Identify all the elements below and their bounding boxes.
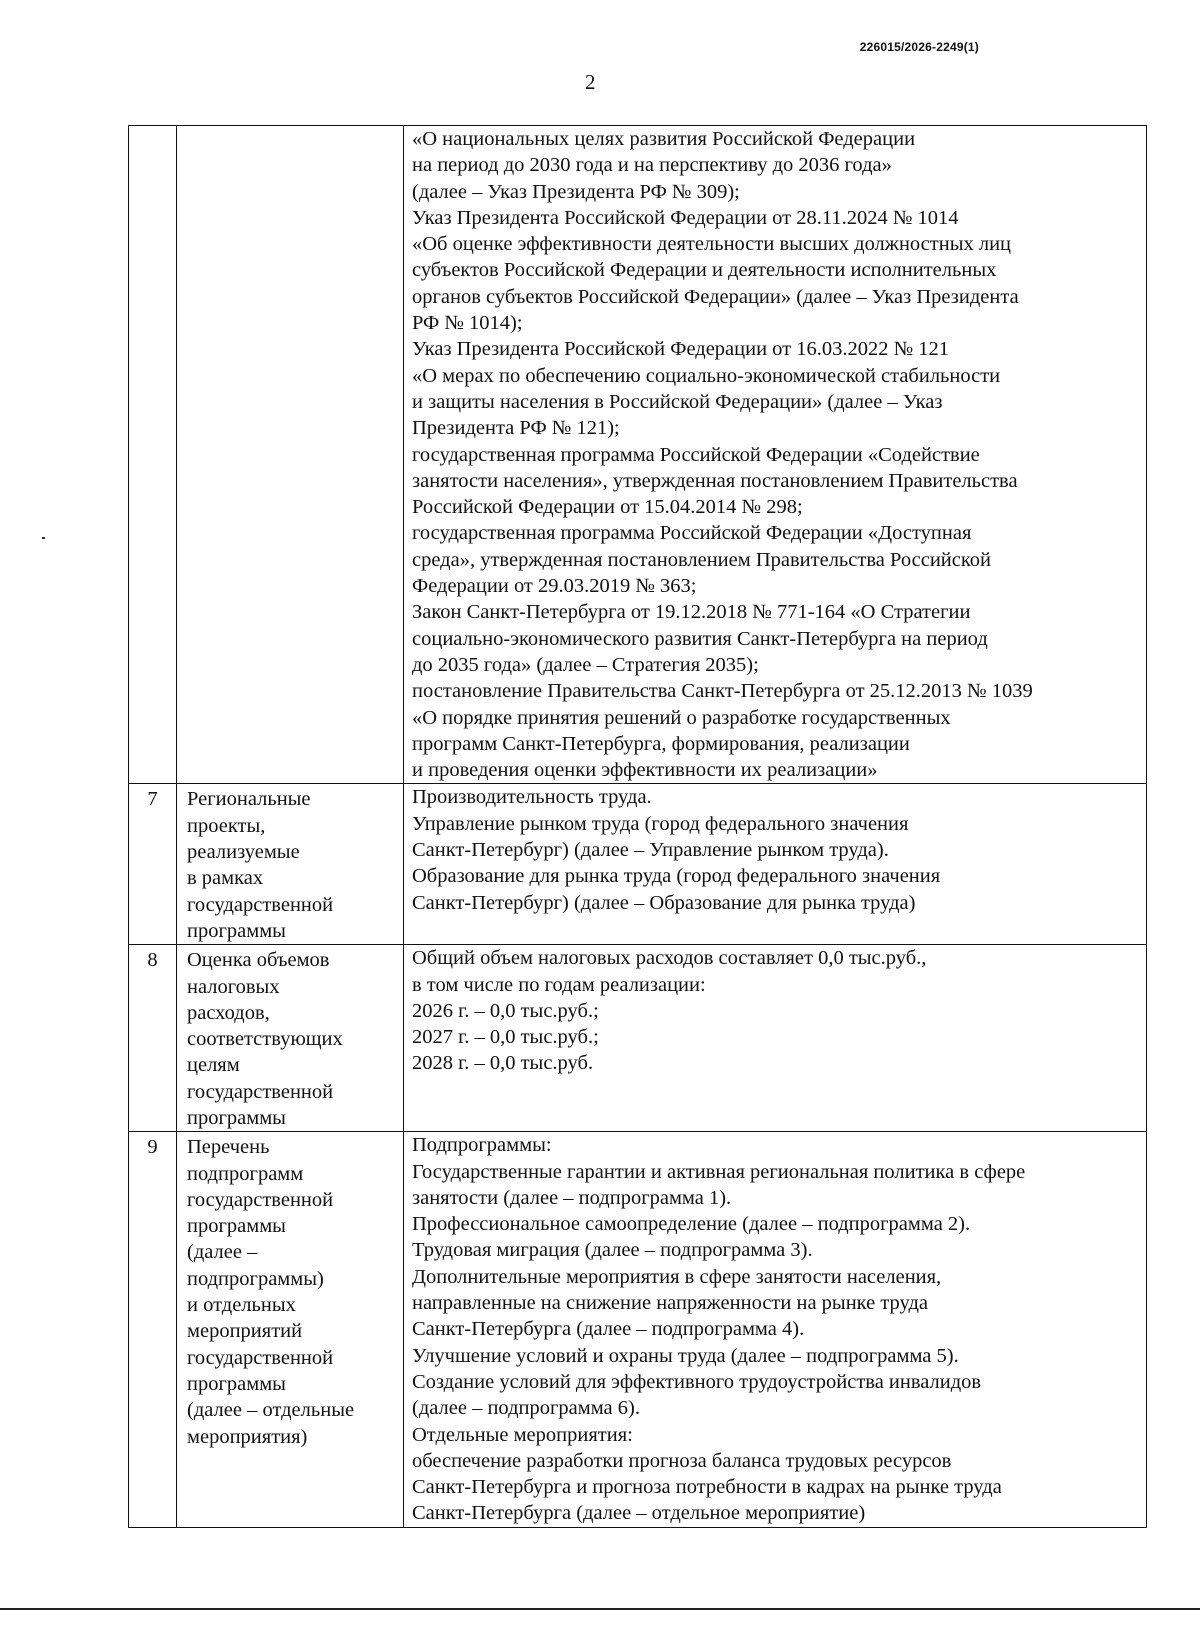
text-line: Санкт-Петербург) (далее – Образование для рынка труда): [412, 891, 916, 914]
text-line: налоговых: [187, 975, 280, 998]
text-line: обеспечение разработки прогноза баланса трудовых ресурсов: [412, 1449, 952, 1472]
text-line: до 2035 года» (далее – Стратегия 2035);: [412, 653, 759, 676]
text-line: РФ № 1014);: [412, 312, 523, 335]
row-number-cell: 8: [129, 945, 177, 1132]
text-line: Российской Федерации от 15.04.2014 № 298;: [412, 496, 803, 519]
scan-bottom-edge: [0, 1608, 1200, 1610]
text-line: Государственные гарантии и активная региональная политика в сфере: [412, 1160, 1026, 1183]
text-line: «Об оценке эффективности деятельности высших должностных лиц: [412, 233, 1012, 256]
text-line: «О порядке принятия решений о разработке государственных: [412, 706, 951, 729]
text-line: Подпрограммы:: [412, 1134, 552, 1157]
text-line: соответствующих: [187, 1028, 343, 1051]
text-line: «О национальных целях развития Российской Федерации: [412, 128, 916, 150]
text-line: программы: [187, 1106, 286, 1129]
text-line: среда», утвержденная постановлением Правительства Российской: [412, 548, 992, 571]
text-line: Управление рынком труда (город федерального значения: [412, 812, 909, 835]
text-line: расходов,: [187, 1001, 270, 1024]
text-line: Закон Санкт-Петербурга от 19.12.2018 № 771-164 «О Стратегии: [412, 601, 971, 624]
table-row-continuation: [129, 126, 1147, 784]
text-line: (далее –: [187, 1241, 258, 1264]
text-line: (далее – Указ Президента РФ № 309);: [412, 180, 740, 203]
text-line: программы: [187, 1372, 286, 1395]
text-line: Федерации от 29.03.2019 № 363;: [412, 575, 697, 598]
table-row: [129, 1132, 1147, 1527]
text-line: на период до 2030 года и на перспективу до 2036 года»: [412, 154, 892, 177]
text-line: программы: [187, 1215, 286, 1238]
continuation-content-cell: [404, 126, 1147, 784]
text-line: 2027 г. – 0,0 тыс.руб.;: [412, 1026, 599, 1049]
text-line: Общий объем налоговых расходов составляет 0,0 тыс.руб.,: [412, 947, 927, 970]
row-number-cell: 7: [129, 784, 177, 945]
text-line: Санкт-Петербурга (далее – подпрограмма 4).: [412, 1318, 805, 1341]
text-line: Санкт-Петербурга и прогноза потребности в кадрах на рынке труда: [412, 1476, 1002, 1499]
text-line: занятости населения», утвержденная постановлением Правительства: [412, 469, 1018, 492]
text-line: государственная программа Российской Федерации «Доступная: [412, 522, 972, 545]
text-line: Профессиональное самоопределение (далее – подпрограмма 2).: [412, 1213, 971, 1236]
table-row: [129, 784, 1147, 945]
text-line: подпрограмм: [187, 1162, 304, 1185]
text-line: государственная программа Российской Федерации «Содействие: [412, 443, 980, 466]
text-line: 2028 г. – 0,0 тыс.руб.: [412, 1052, 594, 1075]
row-name-cell: [177, 945, 404, 1132]
text-line: «О мерах по обеспечению социально-экономической стабильности: [412, 364, 1001, 387]
document-id: 226015/2026-2249(1): [859, 40, 979, 54]
text-line: органов субъектов Российской Федерации» (далее – Указ Президента: [412, 285, 1019, 308]
table-row: [129, 945, 1147, 1132]
text-line: Трудовая миграция (далее – подпрограмма 3).: [412, 1239, 813, 1262]
text-line: программ Санкт-Петербурга, формирования, реализации: [412, 732, 910, 755]
text-line: государственной: [187, 1188, 334, 1211]
passport-table: [128, 125, 1147, 1528]
text-line: занятости (далее – подпрограмма 1).: [412, 1186, 732, 1209]
text-line: государственной: [187, 893, 334, 916]
row-number-cell: [129, 126, 177, 784]
text-line: Дополнительные мероприятия в сфере занятости населения,: [412, 1265, 942, 1288]
text-line: Производительность труда.: [412, 786, 652, 809]
text-line: в рамках: [187, 867, 264, 890]
text-line: Президента РФ № 121);: [412, 417, 620, 440]
row-content-cell: [404, 945, 1147, 1132]
text-line: Санкт-Петербурга (далее – отдельное мероприятие): [412, 1502, 866, 1525]
text-line: мероприятия): [187, 1425, 308, 1448]
text-line: постановление Правительства Санкт-Петербурга от 25.12.2013 № 1039: [412, 680, 1033, 703]
text-line: Оценка объемов: [187, 949, 330, 972]
row-name-cell: [177, 784, 404, 945]
text-line: Создание условий для эффективного трудоустройства инвалидов: [412, 1370, 982, 1393]
text-line: Отдельные мероприятия:: [412, 1423, 633, 1446]
row-content-cell: [404, 784, 1147, 945]
text-line: и отдельных: [187, 1294, 296, 1317]
row-name-cell: [177, 126, 404, 784]
text-line: государственной: [187, 1346, 334, 1369]
text-line: Улучшение условий и охраны труда (далее – подпрограмма 5).: [412, 1344, 959, 1367]
text-line: в том числе по годам реализации:: [412, 973, 706, 996]
text-line: и защиты населения в Российской Федерации» (далее – Указ: [412, 390, 943, 413]
page-number: 2: [585, 70, 596, 94]
text-line: Указ Президента Российской Федерации от 16.03.2022 № 121: [412, 338, 950, 361]
row-content-cell: [404, 1132, 1147, 1527]
text-line: реализуемые: [187, 841, 300, 864]
text-line: Образование для рынка труда (город федерального значения: [412, 865, 941, 888]
text-line: программы: [187, 919, 286, 942]
text-line: направленные на снижение напряженности на рынке труда: [412, 1292, 929, 1315]
scan-speck: [42, 537, 45, 539]
text-line: социально-экономического развития Санкт-Петербурга на период: [412, 627, 988, 650]
row-number-cell: 9: [129, 1132, 177, 1527]
text-line: подпрограммы): [187, 1267, 324, 1290]
text-line: проекты,: [187, 814, 266, 837]
text-line: (далее – подпрограмма 6).: [412, 1397, 640, 1420]
text-line: субъектов Российской Федерации и деятельности исполнительных: [412, 259, 997, 282]
text-line: мероприятий: [187, 1320, 303, 1343]
text-line: целям: [187, 1054, 240, 1077]
text-line: (далее – отдельные: [187, 1399, 355, 1422]
text-line: Региональные: [187, 788, 311, 811]
text-line: Указ Президента Российской Федерации от 28.11.2024 № 1014: [412, 206, 959, 229]
text-line: 2026 г. – 0,0 тыс.руб.;: [412, 999, 599, 1022]
row-name-cell: [177, 1132, 404, 1527]
text-line: Санкт-Петербург) (далее – Управление рынком труда).: [412, 839, 889, 862]
text-line: государственной: [187, 1080, 334, 1103]
text-line: Перечень: [187, 1136, 270, 1159]
text-line: и проведения оценки эффективности их реализации»: [412, 759, 878, 782]
